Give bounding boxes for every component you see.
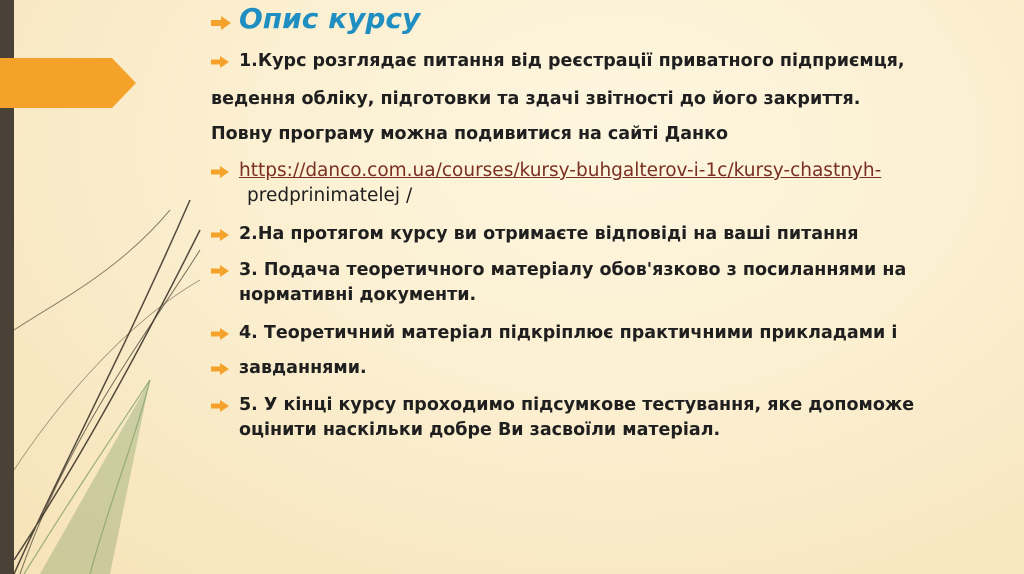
item5-line1: 5. У кінці курсу проходимо підсумкове тестування, яке допоможе [239, 395, 915, 415]
item2: 2.На протягом курсу ви отримаєте відповіді на ваші питання [239, 224, 859, 244]
item3-line2: нормативні документи. [239, 285, 477, 305]
item4-line2: завданнями. [239, 358, 367, 378]
arrow-bullet-icon [211, 16, 231, 30]
slide-title: Опис курсу [239, 2, 421, 35]
item5-line2: оцінити наскільки добре Ви засвоїли матеріал. [239, 420, 721, 440]
arrow-bullet-icon [211, 265, 229, 277]
arrow-bullet-icon [211, 56, 229, 68]
course-link-continued: predprinimatelej / [247, 185, 413, 206]
arrow-bullet-icon [211, 363, 229, 375]
orange-arrow-tab [0, 58, 136, 108]
item3-line1: 3. Подача теоретичного матеріалу обов'язково з посиланнями на [239, 260, 907, 280]
item4-line1: 4. Теоретичний матеріал підкріплює практичними прикладами і [239, 323, 898, 343]
arrow-bullet-icon [211, 328, 229, 340]
item1-line1: 1.Курс розглядає питання від реєстрації приватного підприємця, [239, 51, 905, 71]
item1-line2: ведення обліку, підготовки та здачі звітності до його закриття. [211, 89, 861, 109]
arrow-bullet-icon [211, 400, 229, 412]
item1-line3: Повну програму можна подивитися на сайті Данко [211, 124, 729, 144]
arrow-bullet-icon [211, 166, 229, 178]
arrow-bullet-icon [211, 229, 229, 241]
course-link[interactable]: https://danco.com.ua/courses/kursy-buhgalterov-i-1c/kursy-chastnyh- [239, 160, 882, 181]
